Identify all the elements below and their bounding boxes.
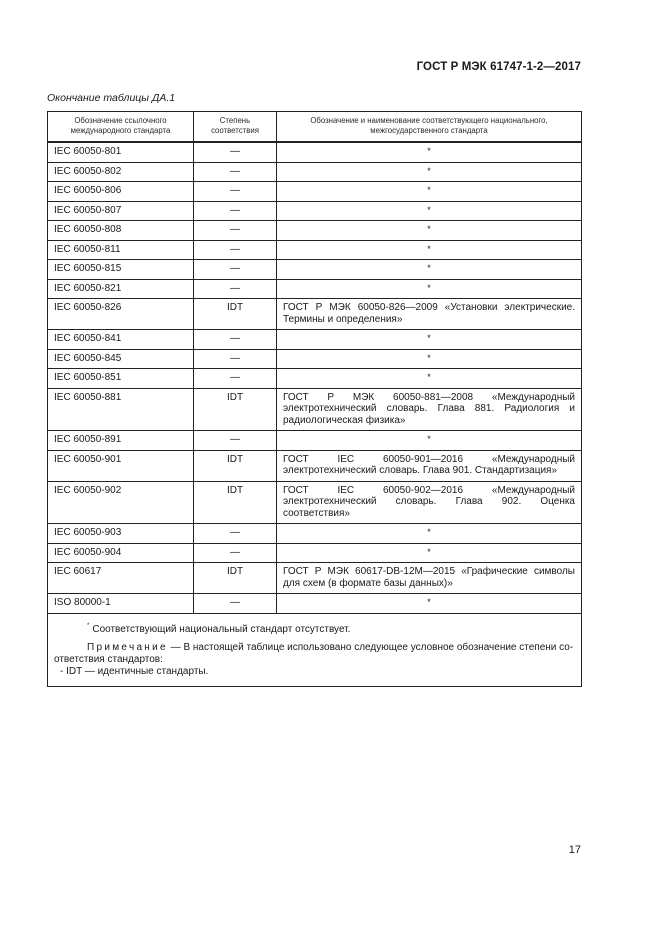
footnote bbox=[54, 620, 575, 636]
table-row bbox=[48, 182, 582, 202]
cell-national-standard: * bbox=[277, 182, 582, 202]
column-header-national-standard: Обозначение и наименование соответствующего национального, межгосударственного стандарта bbox=[277, 112, 582, 143]
table-row bbox=[48, 142, 582, 162]
table-row bbox=[48, 240, 582, 260]
cell-national-standard: * bbox=[277, 221, 582, 241]
cell-degree: IDT bbox=[194, 450, 277, 481]
table-row bbox=[48, 431, 582, 451]
cell-reference-standard: IEC 60050-902 bbox=[48, 481, 194, 524]
cell-national-standard: ГОСТ IEC 60050-901—2016 «Международный электротехнический словарь. Глава 901. Стандартизация» bbox=[277, 450, 582, 481]
cell-reference-standard: IEC 60050-811 bbox=[48, 240, 194, 260]
table-row bbox=[48, 369, 582, 389]
column-header-degree: Степень соответствия bbox=[194, 112, 277, 143]
table-row bbox=[48, 524, 582, 544]
page-number: 17 bbox=[568, 844, 581, 856]
cell-degree: — bbox=[194, 524, 277, 544]
cell-reference-standard: IEC 60050-808 bbox=[48, 221, 194, 241]
table-row bbox=[48, 279, 582, 299]
table-row bbox=[48, 330, 582, 350]
cell-national-standard: * bbox=[277, 543, 582, 563]
cell-degree: — bbox=[194, 240, 277, 260]
table-row bbox=[48, 221, 582, 241]
cell-degree: — bbox=[194, 594, 277, 614]
cell-national-standard: * bbox=[277, 349, 582, 369]
cell-reference-standard: IEC 60050-806 bbox=[48, 182, 194, 202]
cell-reference-standard: IEC 60050-901 bbox=[48, 450, 194, 481]
note-text: В настоящей таблице использовано следующее условное обозначение степени со- bbox=[183, 641, 574, 653]
table-caption: Окончание таблицы ДА.1 bbox=[47, 92, 176, 104]
table-row bbox=[48, 481, 582, 524]
cell-degree: IDT bbox=[194, 388, 277, 431]
cell-degree: IDT bbox=[194, 481, 277, 524]
cell-reference-standard: IEC 60050-807 bbox=[48, 201, 194, 221]
note-label: Примечание bbox=[87, 641, 168, 653]
table-body bbox=[48, 142, 582, 613]
cell-reference-standard: IEC 60050-815 bbox=[48, 260, 194, 280]
footnote-mark: * bbox=[87, 622, 90, 629]
cell-national-standard: * bbox=[277, 279, 582, 299]
cell-reference-standard: IEC 60050-851 bbox=[48, 369, 194, 389]
cell-degree: — bbox=[194, 260, 277, 280]
table-row bbox=[48, 162, 582, 182]
cell-reference-standard: IEC 60617 bbox=[48, 563, 194, 594]
table-row bbox=[48, 543, 582, 563]
cell-degree: — bbox=[194, 182, 277, 202]
note-item: - IDT — идентичные стандарты. bbox=[60, 665, 209, 677]
cell-reference-standard: IEC 60050-904 bbox=[48, 543, 194, 563]
cell-national-standard: * bbox=[277, 330, 582, 350]
cell-national-standard: * bbox=[277, 260, 582, 280]
cell-national-standard: * bbox=[277, 142, 582, 162]
column-header-reference-standard: Обозначение ссылочного международного стандарта bbox=[48, 112, 194, 143]
cell-national-standard: * bbox=[277, 162, 582, 182]
cell-reference-standard: IEC 60050-801 bbox=[48, 142, 194, 162]
cell-national-standard: ГОСТ IEC 60050-902—2016 «Международный электротехнический словарь. Глава 902. Оценка соответствия» bbox=[277, 481, 582, 524]
cell-reference-standard: IEC 60050-826 bbox=[48, 299, 194, 330]
cell-reference-standard: IEC 60050-891 bbox=[48, 431, 194, 451]
cell-degree: — bbox=[194, 162, 277, 182]
cell-national-standard: * bbox=[277, 201, 582, 221]
table-row bbox=[48, 299, 582, 330]
cell-national-standard: ГОСТ Р МЭК 60617-DB-12M—2015 «Графические символы для схем (в формате базы данных)» bbox=[277, 563, 582, 594]
cell-reference-standard: IEC 60050-802 bbox=[48, 162, 194, 182]
cell-degree: IDT bbox=[194, 563, 277, 594]
cell-reference-standard: IEC 60050-845 bbox=[48, 349, 194, 369]
cell-national-standard: ГОСТ Р МЭК 60050-826—2009 «Установки электрические. Термины и определения» bbox=[277, 299, 582, 330]
cell-degree: — bbox=[194, 142, 277, 162]
cell-degree: — bbox=[194, 279, 277, 299]
table-row bbox=[48, 563, 582, 594]
cell-degree: — bbox=[194, 369, 277, 389]
cell-degree: — bbox=[194, 349, 277, 369]
note-line bbox=[54, 642, 575, 654]
cell-national-standard: * bbox=[277, 240, 582, 260]
table-header-row bbox=[48, 112, 582, 143]
footnote-text: Соответствующий национальный стандарт отсутствует. bbox=[92, 623, 351, 635]
note-continuation: ответствия стандартов: bbox=[54, 653, 163, 665]
cell-degree: IDT bbox=[194, 299, 277, 330]
notes-cell bbox=[48, 613, 582, 686]
table-row bbox=[48, 260, 582, 280]
table-row bbox=[48, 201, 582, 221]
cell-reference-standard: ISO 80000-1 bbox=[48, 594, 194, 614]
cell-national-standard: * bbox=[277, 524, 582, 544]
table-row bbox=[48, 450, 582, 481]
cell-reference-standard: IEC 60050-881 bbox=[48, 388, 194, 431]
table-row bbox=[48, 349, 582, 369]
notes-row bbox=[48, 613, 582, 686]
table-row bbox=[48, 388, 582, 431]
cell-national-standard: * bbox=[277, 594, 582, 614]
cell-degree: — bbox=[194, 431, 277, 451]
cell-reference-standard: IEC 60050-821 bbox=[48, 279, 194, 299]
cell-national-standard: * bbox=[277, 369, 582, 389]
cell-reference-standard: IEC 60050-903 bbox=[48, 524, 194, 544]
cell-degree: — bbox=[194, 221, 277, 241]
note-dash: — bbox=[170, 641, 181, 653]
cell-national-standard: * bbox=[277, 431, 582, 451]
cell-reference-standard: IEC 60050-841 bbox=[48, 330, 194, 350]
correspondence-table bbox=[47, 111, 582, 687]
cell-national-standard: ГОСТ Р МЭК 60050-881—2008 «Международный электротехнический словарь. Глава 881. Радиология и радиологическая физика» bbox=[277, 388, 582, 431]
cell-degree: — bbox=[194, 201, 277, 221]
table-row bbox=[48, 594, 582, 614]
document-code: ГОСТ Р МЭК 61747-1-2—2017 bbox=[416, 61, 581, 73]
cell-degree: — bbox=[194, 330, 277, 350]
cell-degree: — bbox=[194, 543, 277, 563]
